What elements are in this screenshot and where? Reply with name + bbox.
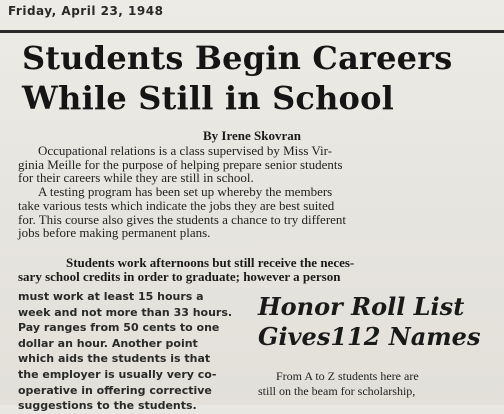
text-line: Occupational relations is a class supervised by Miss Vir- (38, 143, 333, 158)
header-rule (0, 30, 504, 33)
dateline: Friday, April 23, 1948 (8, 4, 164, 18)
text-line: Pay ranges from 50 cents to one (18, 321, 220, 335)
sidebar-headline-line-2: Gives112 Names (258, 322, 481, 351)
text-line: dollar an hour. Another point (18, 336, 198, 350)
text-line: suggestions to the students. (18, 399, 197, 413)
headline (22, 38, 498, 118)
text-line: still on the beam for scholarship, (258, 384, 416, 398)
headline-line-1: Students Begin Careers (22, 39, 453, 77)
left-column-text (18, 289, 243, 414)
text-line: jobs before making permanent plans. (18, 225, 211, 241)
sidebar-headline (258, 292, 498, 352)
text-line: ginia Meille for the purpose of helping prepare senior students (18, 156, 343, 172)
byline: By Irene Skovran (203, 128, 301, 143)
text-line: week and not more than 33 hours. (18, 305, 233, 319)
text-line: take various tests which indicate the jobs they are best suited (18, 197, 335, 213)
text-line: the employer is usually very co- (18, 367, 217, 381)
text-line: which aids the students is that (18, 352, 211, 366)
sidebar-body (258, 369, 498, 399)
text-line: must work at least 15 hours a (18, 290, 204, 303)
text-line: operative in offering corrective (18, 383, 212, 397)
headline-line-2: While Still in School (22, 79, 394, 117)
bold-lead-paragraph (18, 256, 498, 284)
text-line: Students work afternoons but still receive the neces- (66, 255, 355, 270)
paragraph-2 (18, 185, 498, 240)
text-line: From A to Z students here are (276, 369, 419, 383)
paragraph-1 (18, 144, 498, 185)
text-line: for their careers while they are still in school. (18, 170, 254, 186)
text-line: A testing program has been set up whereby the members (38, 184, 333, 200)
sidebar-headline-line-1: Honor Roll List (258, 292, 465, 321)
text-line: sary school credits in order to graduate; however a person (18, 269, 341, 284)
text-line: for. This course also gives the students a chance to try different (18, 211, 347, 227)
article-body (18, 144, 498, 240)
